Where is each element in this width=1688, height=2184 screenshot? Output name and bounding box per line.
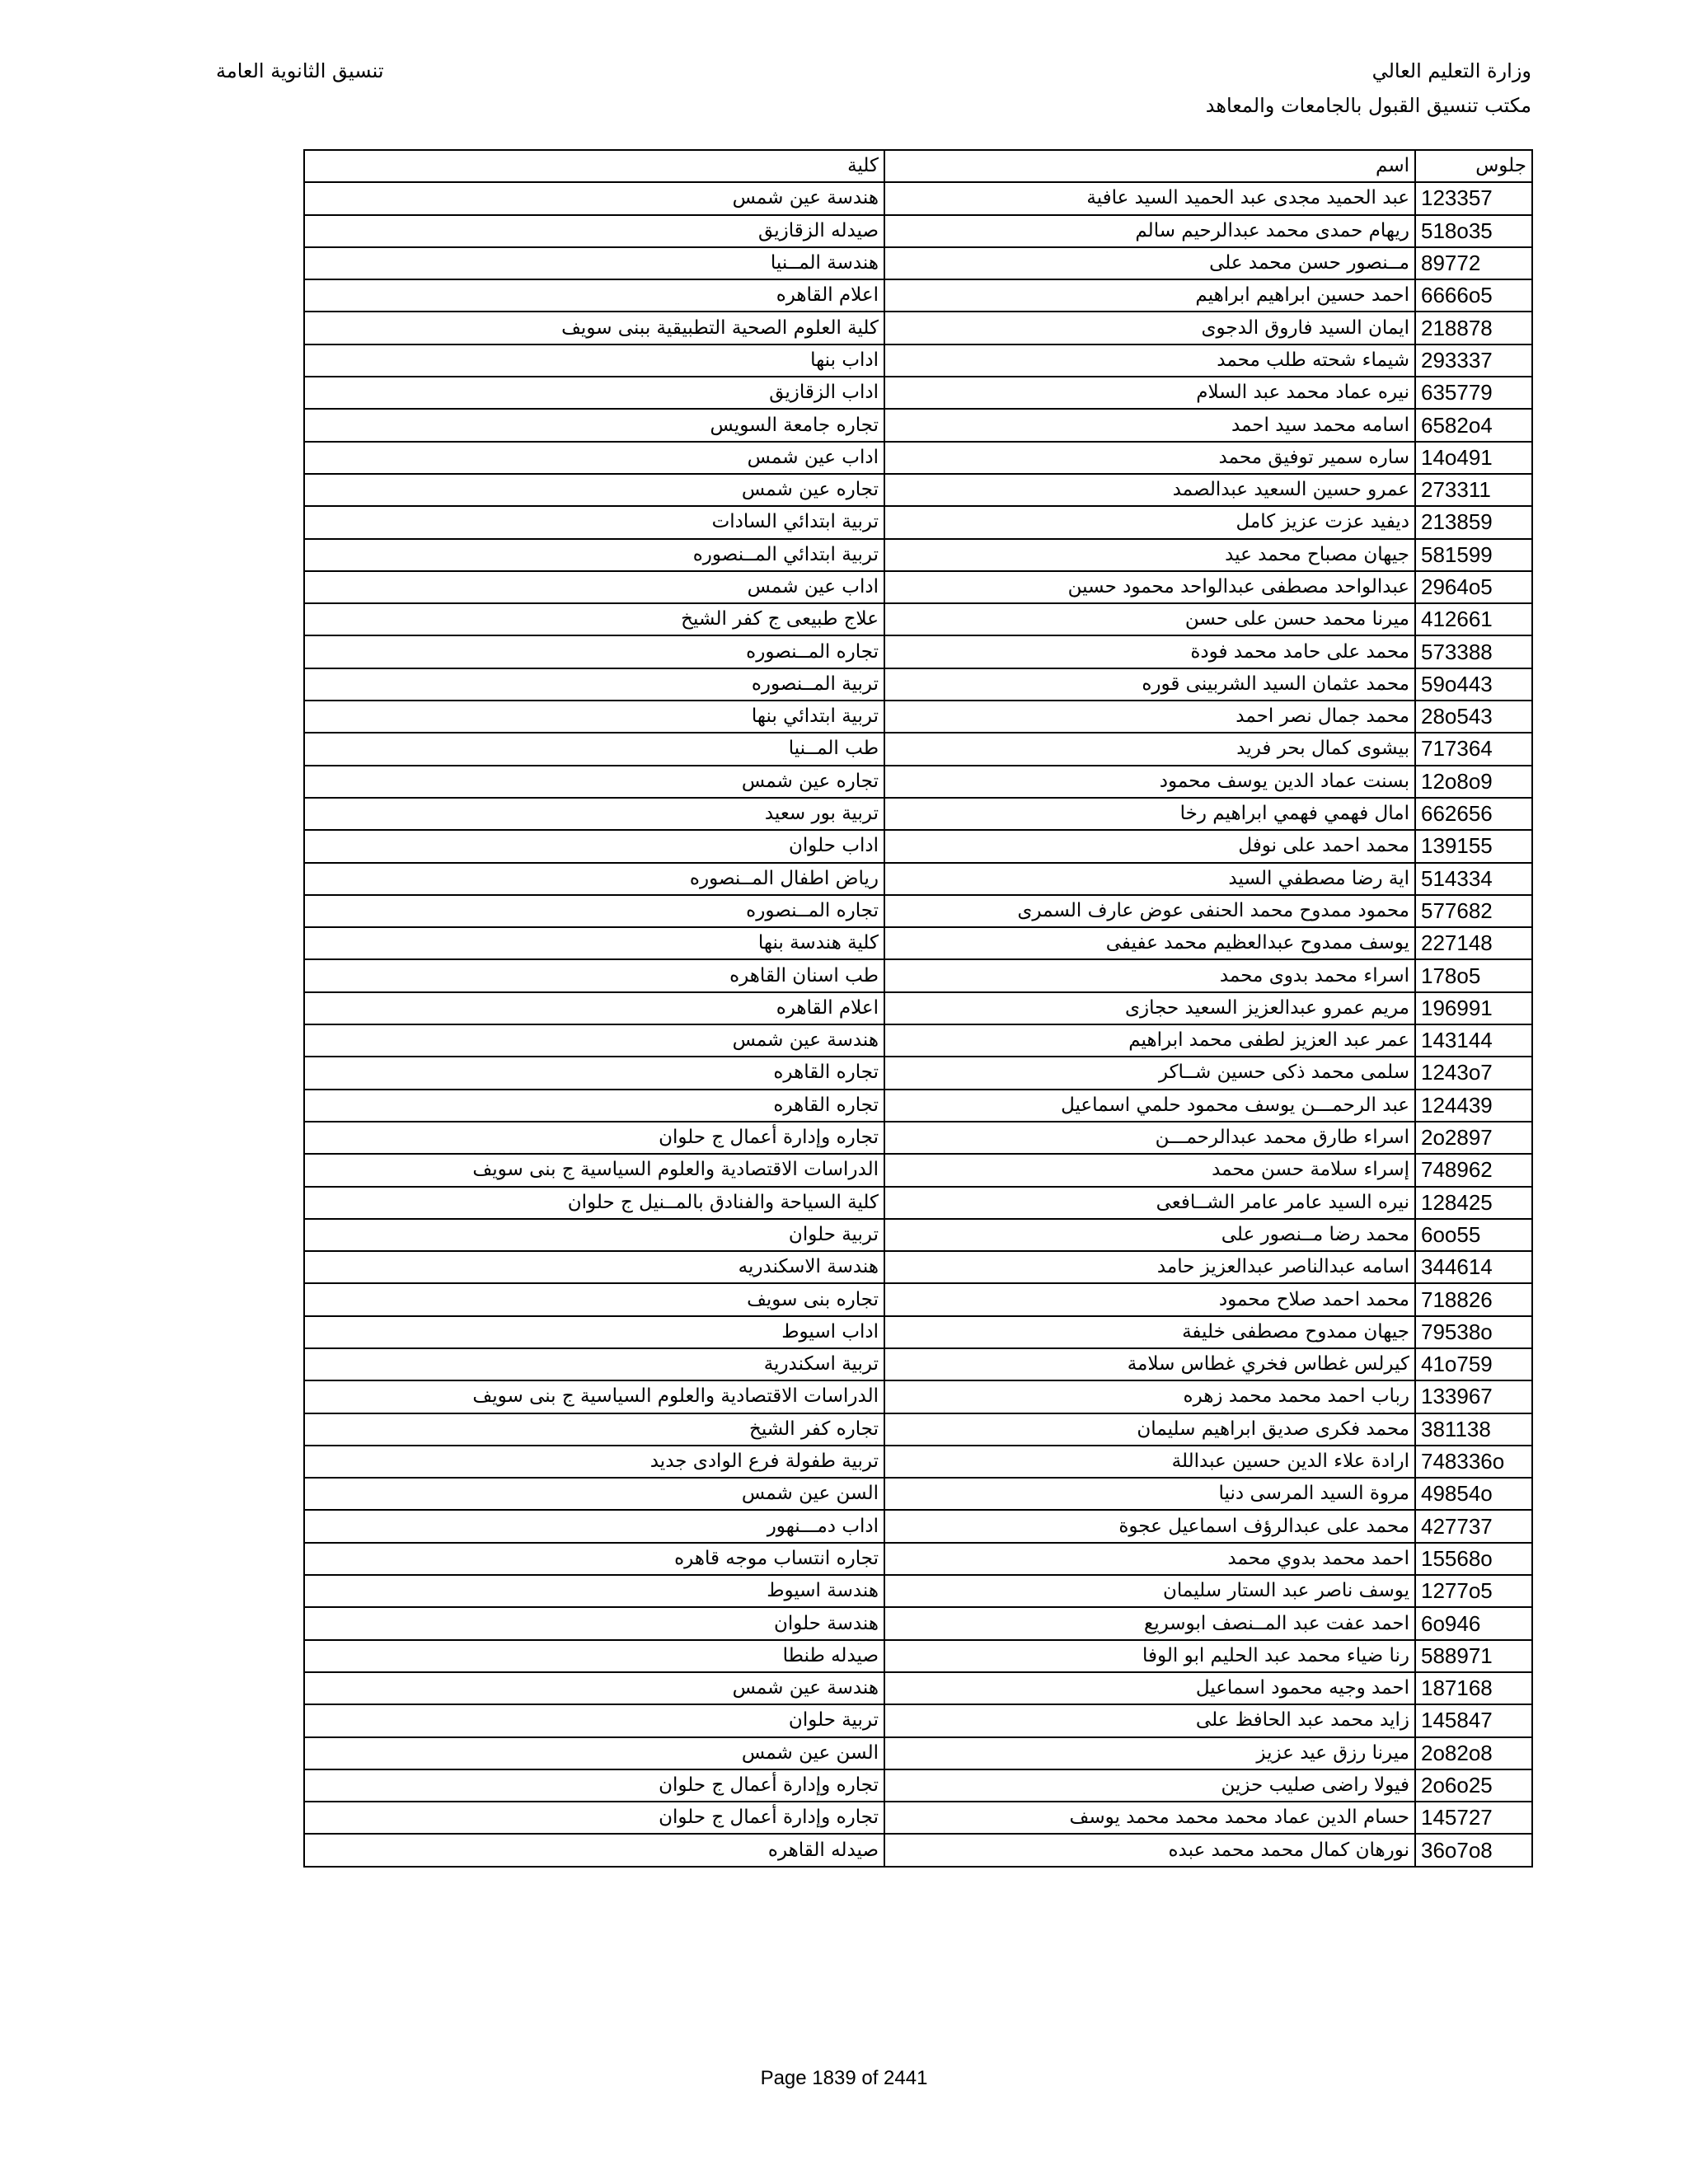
student-name-cell: إسراء سلامة حسن محمد [884,1154,1415,1186]
table-row [304,409,1532,441]
student-name-cell: يوسف ناصر عبد الستار سليمان [884,1575,1415,1607]
faculty-cell: تربية حلوان [304,1704,884,1736]
seat-number-cell: 635779 [1415,377,1532,409]
seat-number-cell: 1243o7 [1415,1057,1532,1089]
faculty-cell: كلية العلوم الصحية التطبيقية ببنى سويف [304,312,884,344]
seat-number-cell: 133967 [1415,1380,1532,1413]
faculty-cell: السن عين شمس [304,1478,884,1510]
faculty-cell: الدراسات الاقتصادية والعلوم السياسية ج بنى سويف [304,1154,884,1186]
table-row [304,927,1532,959]
seat-number-cell: 717364 [1415,733,1532,765]
table-row [304,1446,1532,1478]
table-row [304,733,1532,765]
student-name-cell: عبدالواحد مصطفى عبدالواحد محمود حسين [884,571,1415,603]
seat-number-cell: 2964o5 [1415,571,1532,603]
student-name-cell: مريم عمرو عبدالعزيز السعيد حجازى [884,992,1415,1024]
table-row [304,1834,1532,1866]
column-header-name: اسم [884,150,1415,182]
table-row [304,247,1532,279]
faculty-cell: تجاره انتساب موجه قاهره [304,1543,884,1575]
table-row [304,442,1532,474]
faculty-cell: تربية بور سعيد [304,798,884,830]
seat-number-cell: 381138 [1415,1413,1532,1446]
faculty-cell: هندسة المــنيا [304,247,884,279]
faculty-cell: اعلام القاهره [304,279,884,312]
student-name-cell: يوسف ممدوح عبدالعظيم محمد عفيفى [884,927,1415,959]
student-name-cell: مــنصور حسن محمد على [884,247,1415,279]
student-name-cell: محمد على حامد محمد فودة [884,635,1415,668]
student-name-cell: عبد الرحمـــن يوسف محمود حلمي اسماعيل [884,1090,1415,1122]
student-name-cell: محمد على عبدالرؤف اسماعيل عجوة [884,1510,1415,1542]
faculty-cell: تربية المــنصوره [304,668,884,701]
coordination-title: تنسيق الثانوية العامة [216,59,384,82]
table-row [304,1283,1532,1315]
table-row [304,1672,1532,1704]
table-row [304,668,1532,701]
faculty-cell: اداب عين شمس [304,442,884,474]
seat-number-cell: 124439 [1415,1090,1532,1122]
table-row [304,1575,1532,1607]
student-name-cell: جيهان ممدوح مصطفى خليفة [884,1316,1415,1348]
student-name-cell: فيولا راضى صليب حزين [884,1769,1415,1802]
student-name-cell: ايمان السيد فاروق الدجوى [884,312,1415,344]
table-row [304,215,1532,247]
faculty-cell: تجاره بنى سويف [304,1283,884,1315]
faculty-cell: اداب اسيوط [304,1316,884,1348]
seat-number-cell: 293337 [1415,344,1532,377]
seat-number-cell: 28o543 [1415,701,1532,733]
table-row [304,1090,1532,1122]
student-name-cell: نيره عماد محمد عبد السلام [884,377,1415,409]
student-name-cell: محمد احمد على نوفل [884,830,1415,862]
seat-number-cell: 2o2897 [1415,1122,1532,1154]
student-name-cell: ديفيد عزت عزيز كامل [884,506,1415,538]
seat-number-cell: 6666o5 [1415,279,1532,312]
seat-number-cell: 213859 [1415,506,1532,538]
faculty-cell: صيدله القاهره [304,1834,884,1866]
faculty-cell: اداب الزقازيق [304,377,884,409]
seat-number-cell: 196991 [1415,992,1532,1024]
student-name-cell: عبد الحميد مجدى عبد الحميد السيد عافية [884,182,1415,214]
faculty-cell: طب اسنان القاهره [304,959,884,991]
student-name-cell: محمد فكرى صديق ابراهيم سليمان [884,1413,1415,1446]
table-row [304,1478,1532,1510]
student-name-cell: احمد عفت عبد المــنصف ابوسريع [884,1607,1415,1639]
seat-number-cell: 1277o5 [1415,1575,1532,1607]
student-name-cell: احمد وجيه محمود اسماعيل [884,1672,1415,1704]
seat-number-cell: 577682 [1415,895,1532,927]
student-name-cell: محمود ممدوح محمد الحنفى عوض عارف السمرى [884,895,1415,927]
seat-number-cell: 6oo55 [1415,1219,1532,1251]
student-name-cell: ارادة علاء الدين حسين عبداللة [884,1446,1415,1478]
faculty-cell: صيدله طنطا [304,1640,884,1672]
student-name-cell: نورهان كمال محمد محمد عبده [884,1834,1415,1866]
table-row [304,1024,1532,1057]
seat-number-cell: 412661 [1415,603,1532,635]
seat-number-cell: 748336o [1415,1446,1532,1478]
seat-number-cell: 218878 [1415,312,1532,344]
seat-number-cell: 518o35 [1415,215,1532,247]
seat-number-cell: 89772 [1415,247,1532,279]
seat-number-cell: 178o5 [1415,959,1532,991]
faculty-cell: رياض اطفال المــنصوره [304,863,884,895]
faculty-cell: هندسة عين شمس [304,182,884,214]
table-row [304,635,1532,668]
seat-number-cell: 581599 [1415,539,1532,571]
seat-number-cell: 139155 [1415,830,1532,862]
table-row [304,506,1532,538]
table-row [304,377,1532,409]
seat-number-cell: 15568o [1415,1543,1532,1575]
results-table [303,149,1533,1868]
table-row [304,1316,1532,1348]
table-row [304,798,1532,830]
column-header-faculty: كلية [304,150,884,182]
table-row [304,474,1532,506]
table-row [304,701,1532,733]
column-header-seat-number: جلوس [1415,150,1532,182]
faculty-cell: تجاره وإدارة أعمال ج حلوان [304,1769,884,1802]
seat-number-cell: 6582o4 [1415,409,1532,441]
faculty-cell: هندسة عين شمس [304,1672,884,1704]
table-row [304,1607,1532,1639]
table-row [304,1737,1532,1769]
seat-number-cell: 344614 [1415,1251,1532,1283]
table-row [304,1704,1532,1736]
faculty-cell: اداب حلوان [304,830,884,862]
student-name-cell: اسراء طارق محمد عبدالرحمـــن [884,1122,1415,1154]
seat-number-cell: 427737 [1415,1510,1532,1542]
table-row [304,1348,1532,1380]
table-row [304,603,1532,635]
student-name-cell: ريهام حمدى محمد عبدالرحيم سالم [884,215,1415,247]
student-name-cell: عمرو حسين السعيد عبدالصمد [884,474,1415,506]
table-row [304,766,1532,798]
seat-number-cell: 79538o [1415,1316,1532,1348]
seat-number-cell: 2o82o8 [1415,1737,1532,1769]
student-name-cell: احمد محمد بدوي محمد [884,1543,1415,1575]
table-row [304,863,1532,895]
faculty-cell: صيدله الزقازيق [304,215,884,247]
seat-number-cell: 59o443 [1415,668,1532,701]
table-row [304,312,1532,344]
table-row [304,182,1532,214]
seat-number-cell: 145847 [1415,1704,1532,1736]
faculty-cell: تربية حلوان [304,1219,884,1251]
faculty-cell: تجاره المــنصوره [304,895,884,927]
faculty-cell: كلية هندسة بنها [304,927,884,959]
student-name-cell: رنا ضياء محمد عبد الحليم ابو الوفا [884,1640,1415,1672]
student-name-cell: محمد رضا مــنصور على [884,1219,1415,1251]
table-row [304,279,1532,312]
student-name-cell: ميرنا رزق عيد عزيز [884,1737,1415,1769]
table-row [304,1122,1532,1154]
faculty-cell: تربية ابتدائي السادات [304,506,884,538]
faculty-cell: اداب عين شمس [304,571,884,603]
student-name-cell: رباب احمد محمد محمد زهره [884,1380,1415,1413]
student-name-cell: امال فهمي فهمي ابراهيم رخا [884,798,1415,830]
student-name-cell: اية رضا مصطفي السيد [884,863,1415,895]
table-row [304,571,1532,603]
seat-number-cell: 6o946 [1415,1607,1532,1639]
faculty-cell: تجاره جامعة السويس [304,409,884,441]
student-name-cell: محمد جمال نصر احمد [884,701,1415,733]
faculty-cell: تجاره عين شمس [304,474,884,506]
faculty-cell: الدراسات الاقتصادية والعلوم السياسية ج بنى سويف [304,1380,884,1413]
faculty-cell: تجاره القاهره [304,1090,884,1122]
faculty-cell: علاج طبيعى ج كفر الشيخ [304,603,884,635]
student-name-cell: نيره السيد عامر عامر الشــافعى [884,1187,1415,1219]
student-name-cell: بسنت عماد الدين يوسف محمود [884,766,1415,798]
student-name-cell: احمد حسين ابراهيم ابراهيم [884,279,1415,312]
seat-number-cell: 187168 [1415,1672,1532,1704]
seat-number-cell: 514334 [1415,863,1532,895]
faculty-cell: تجاره وإدارة أعمال ج حلوان [304,1122,884,1154]
table-row [304,539,1532,571]
faculty-cell: تجاره كفر الشيخ [304,1413,884,1446]
table-row [304,1802,1532,1834]
page-number: Page 1839 of 2441 [760,2067,928,2089]
seat-number-cell: 573388 [1415,635,1532,668]
student-name-cell: اسامه محمد سيد احمد [884,409,1415,441]
table-row [304,1510,1532,1542]
faculty-cell: تجاره وإدارة أعمال ج حلوان [304,1802,884,1834]
table-row [304,1187,1532,1219]
student-name-cell: زايد محمد عبد الحافظ على [884,1704,1415,1736]
table-row [304,1380,1532,1413]
table-row [304,344,1532,377]
table-row [304,992,1532,1024]
faculty-cell: تجاره المــنصوره [304,635,884,668]
table-row [304,1154,1532,1186]
table-body [304,182,1532,1866]
faculty-cell: اداب بنها [304,344,884,377]
seat-number-cell: 123357 [1415,182,1532,214]
seat-number-cell: 143144 [1415,1024,1532,1057]
student-name-cell: محمد عثمان السيد الشربينى قوره [884,668,1415,701]
faculty-cell: تجاره القاهره [304,1057,884,1089]
table-row [304,1769,1532,1802]
seat-number-cell: 145727 [1415,1802,1532,1834]
faculty-cell: تربية طفولة فرع الوادى جديد [304,1446,884,1478]
seat-number-cell: 748962 [1415,1154,1532,1186]
seat-number-cell: 662656 [1415,798,1532,830]
faculty-cell: هندسة اسيوط [304,1575,884,1607]
student-name-cell: جيهان مصباح محمد عيد [884,539,1415,571]
faculty-cell: تربية ابتدائي بنها [304,701,884,733]
faculty-cell: هندسة الاسكندريه [304,1251,884,1283]
seat-number-cell: 14o491 [1415,442,1532,474]
table-row [304,1543,1532,1575]
faculty-cell: تربية ابتدائي المــنصوره [304,539,884,571]
table-row [304,1413,1532,1446]
student-name-cell: مروة السيد المرسى دنيا [884,1478,1415,1510]
table-header-row [304,150,1532,182]
table-row [304,895,1532,927]
seat-number-cell: 227148 [1415,927,1532,959]
student-name-cell: اسامه عبدالناصر عبدالعزيز حامد [884,1251,1415,1283]
seat-number-cell: 49854o [1415,1478,1532,1510]
table-row [304,1219,1532,1251]
faculty-cell: تجاره عين شمس [304,766,884,798]
student-name-cell: بيشوى كمال بحر فريد [884,733,1415,765]
student-name-cell: محمد احمد صلاح محمود [884,1283,1415,1315]
student-name-cell: اسراء محمد بدوى محمد [884,959,1415,991]
student-name-cell: شيماء شحته طلب محمد [884,344,1415,377]
table-row [304,1640,1532,1672]
seat-number-cell: 718826 [1415,1283,1532,1315]
table-row [304,1057,1532,1089]
office-title: مكتب تنسيق القبول بالجامعات والمعاهد [1205,94,1531,117]
faculty-cell: اعلام القاهره [304,992,884,1024]
seat-number-cell: 588971 [1415,1640,1532,1672]
ministry-title: وزارة التعليم العالي [1372,59,1531,82]
student-name-cell: ميرنا محمد حسن على حسن [884,603,1415,635]
faculty-cell: هندسة عين شمس [304,1024,884,1057]
student-name-cell: حسام الدين عماد محمد محمد محمد يوسف [884,1802,1415,1834]
faculty-cell: السن عين شمس [304,1737,884,1769]
seat-number-cell: 36o7o8 [1415,1834,1532,1866]
student-name-cell: عمر عبد العزيز لطفى محمد ابراهيم [884,1024,1415,1057]
faculty-cell: اداب دمـــنهور [304,1510,884,1542]
table-row [304,1251,1532,1283]
faculty-cell: كلية السياحة والفنادق بالمــنيل ج حلوان [304,1187,884,1219]
faculty-cell: طب المــنيا [304,733,884,765]
table-row [304,959,1532,991]
seat-number-cell: 273311 [1415,474,1532,506]
seat-number-cell: 41o759 [1415,1348,1532,1380]
student-name-cell: سلمى محمد ذكى حسين شــاكر [884,1057,1415,1089]
seat-number-cell: 12o8o9 [1415,766,1532,798]
seat-number-cell: 2o6o25 [1415,1769,1532,1802]
faculty-cell: هندسة حلوان [304,1607,884,1639]
faculty-cell: تربية اسكندرية [304,1348,884,1380]
student-name-cell: كيرلس غطاس فخري غطاس سلامة [884,1348,1415,1380]
student-name-cell: ساره سمير توفيق محمد [884,442,1415,474]
seat-number-cell: 128425 [1415,1187,1532,1219]
table-row [304,830,1532,862]
